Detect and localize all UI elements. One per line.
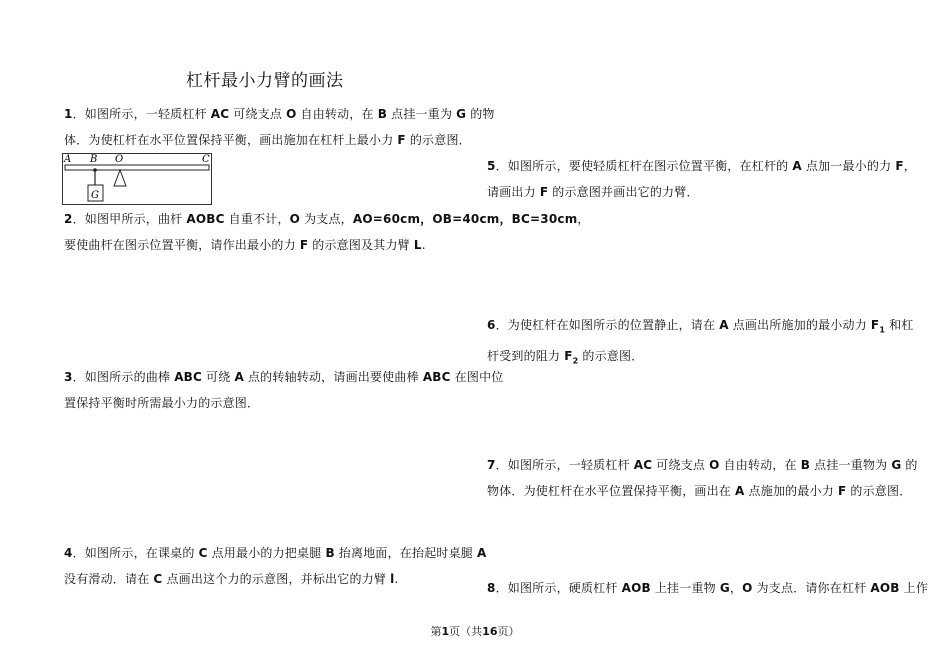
question-4 [64,540,487,592]
question-number: 8 [487,581,496,595]
fulcrum-triangle [114,170,126,186]
question-number: 5 [487,159,496,173]
label-O: O [115,154,124,165]
label-B: B [90,154,98,165]
question-5 [487,153,916,205]
question-6-line-1: 6．为使杠杆在如图所示的位置静止，请在 A 点画出所施加的最小动力 $F_1$ 和杠 [487,318,914,335]
question-4-line-2: 没有滑动．请在 C 点画出这个力的示意图，并标出它的力臂 l. [64,572,399,586]
total-pages: 16 [482,625,498,638]
question-number: 2 [64,212,73,226]
question-6-line-2: 杆受到的阻力 $F_2$ 的示意图． [487,349,644,366]
question-7-line-1: 7．如图所示，一轻质杠杆 AC 可绕支点 O 自由转动，在 B 点挂一重物为 G 的 [487,458,918,472]
question-6 [487,312,914,375]
question-1-line-2: 体．为使杠杆在水平位置保持平衡，画出施加在杠杆上最小力 F 的示意图． [64,133,471,147]
question-number: 1 [64,107,73,121]
label-G: G [91,190,99,201]
current-page: 1 [441,625,450,638]
question-7-line-2: 物体．为使杠杆在水平位置保持平衡，画出在 A 点施加的最小力 F 的示意图． [487,484,912,498]
page-footer: 第1页（共16页） [430,625,520,638]
question-3-line-1: 3．如图所示的曲棒 ABC 可绕 A 点的转轴转动，请画出要使曲棒 ABC 在图中位 [64,370,504,384]
hook-point [93,168,97,172]
question-1-line-1: 1．如图所示，一轻质杠杆 AC 可绕支点 O 自由转动，在 B 点挂一重为 G 的物 [64,107,495,121]
question-8 [487,575,928,601]
lever-bar [65,165,209,170]
question-3 [64,364,503,416]
page-title: 杠杆最小力臂的画法 [186,71,344,91]
question-number: 3 [64,370,73,384]
question-7 [487,452,918,504]
question-number: 7 [487,458,496,472]
question-5-line-2: 请画出力 F 的示意图并画出它的力臂． [487,185,699,199]
question-8-line-1: 8．如图所示，硬质杠杆 AOB 上挂一重物 G，O 为支点．请你在杠杆 AOB 上作 [487,581,929,595]
question-2 [64,206,590,258]
question-number: 6 [487,318,496,332]
question-2-line-1: 2．如图甲所示，曲杆 AOBC 自重不计，O 为支点，AO=60cm，OB=40cm，BC=30cm， [64,212,590,226]
question-3-line-2: 置保持平衡时所需最小力的示意图． [64,396,260,410]
question-1 [64,101,495,153]
question-2-line-2: 要使曲杆在图示位置平衡，请作出最小的力 F 的示意图及其力臂 L. [64,238,426,252]
question-number: 4 [64,546,73,560]
question-5-line-1: 5．如图所示，要使轻质杠杆在图示位置平衡，在杠杆的 A 点加一最小的力 F， [487,159,916,173]
label-A: A [64,154,72,165]
question-4-line-1: 4．如图所示，在课桌的 C 点用最小的力把桌腿 B 抬离地面，在抬起时桌腿 A [64,546,487,560]
lever-figure [62,153,212,205]
label-C: C [202,154,210,165]
